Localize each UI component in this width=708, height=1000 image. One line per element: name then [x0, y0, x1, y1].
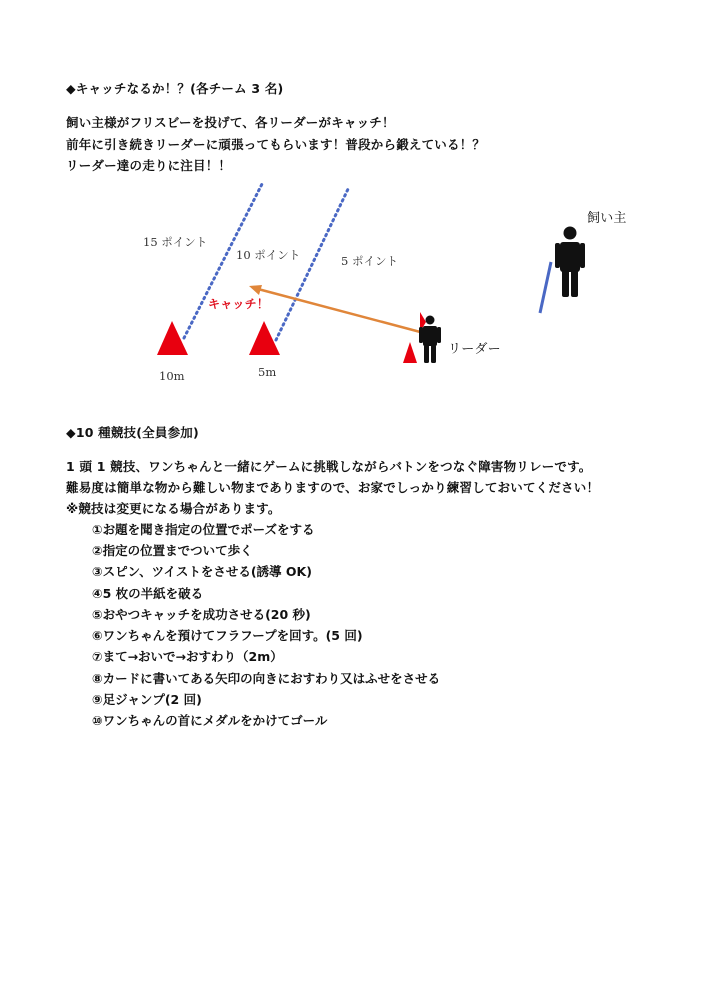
event-item-6: ⑥ワンちゃんを預けてフラフープを回す。(5 回) [92, 628, 363, 643]
section2-heading: ◆10 種競技(全員参加) [66, 425, 199, 440]
owner-label: 飼い主 [587, 211, 627, 226]
leader-label: リーダー [448, 342, 501, 357]
section1-line-3: リーダー達の走りに注目！！ [66, 158, 232, 173]
catch-label: キャッチ！ [208, 297, 270, 311]
section1-line-2: 前年に引き続きリーダーに頑張ってもらいます！普段から鍛えている！？ [66, 137, 486, 152]
distance-label-5m: 5m [258, 365, 277, 379]
event-item-1: ①お題を聞き指定の位置でポーズをする [92, 522, 315, 537]
event-item-3: ③スピン、ツイストをさせる(誘導 OK) [92, 564, 312, 579]
event-item-4: ④5 枚の半紙を破る [92, 586, 204, 601]
section2-line-2: 難易度は簡単な物から難しい物までありますので、お家でしっかり練習しておいてください！ [66, 480, 600, 495]
event-item-9: ⑨足ジャンプ(2 回) [92, 692, 202, 707]
dotted-line-10 [276, 187, 349, 340]
section1-line-1: 飼い主様がフリスビーを投げて、各リーダーがキャッチ！ [66, 115, 395, 130]
event-item-2: ②指定の位置までついて歩く [92, 543, 253, 558]
distance-label-10m: 10m [159, 369, 185, 383]
zone-label-5: 5 ポイント [341, 254, 398, 268]
throw-arrow-head [249, 285, 262, 295]
event-item-10: ⑩ワンちゃんの首にメダルをかけてゴール [92, 713, 328, 728]
event-item-5: ⑤おやつキャッチを成功させる(20 秒) [92, 607, 311, 622]
section2-line-1: 1 頭 1 競技、ワンちゃんと一緒にゲームに挑戦しながらバトンをつなぐ障害物リレーです。 [66, 459, 592, 474]
cone-leader-small [403, 342, 417, 363]
zone-label-15: 15 ポイント [143, 235, 208, 249]
frisbee [540, 262, 551, 313]
zone-label-10: 10 ポイント [236, 248, 301, 262]
section2-line-3: ※競技は変更になる場合があります。 [66, 501, 281, 516]
event-item-8: ⑧カードに書いてある矢印の向きにおすわり又はふせをさせる [92, 671, 441, 686]
section1-heading: ◆キャッチなるか！？(各チーム 3 名) [66, 81, 284, 96]
owner-figure [555, 227, 585, 298]
event-item-7: ⑦まて→おいで→おすわり（2m） [92, 649, 283, 664]
